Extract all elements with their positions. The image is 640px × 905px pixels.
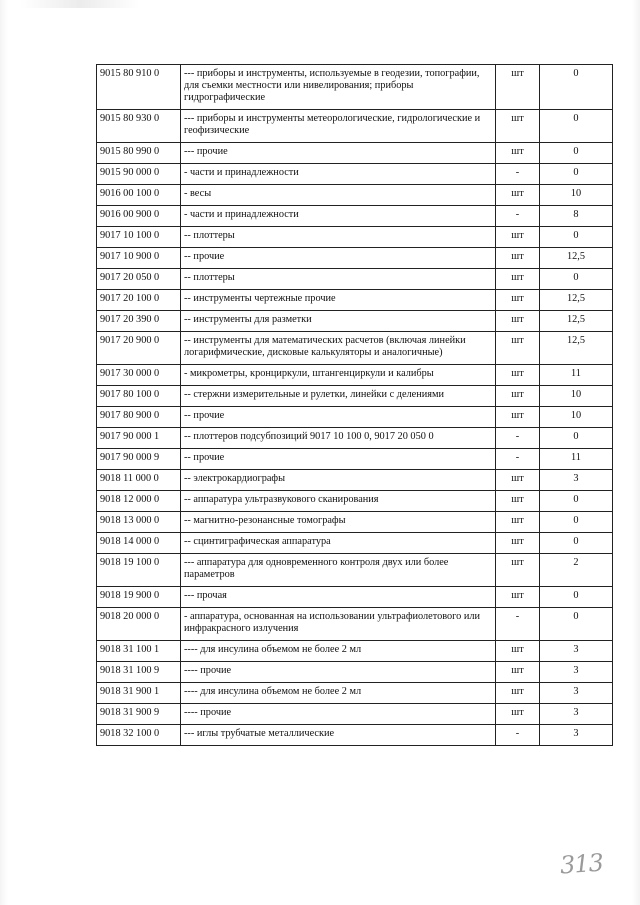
- table-row: [97, 512, 613, 533]
- description-cell: - части и принадлежности: [181, 206, 496, 227]
- table-row: [97, 608, 613, 641]
- rate-cell: 0: [540, 608, 613, 641]
- handwritten-page-number: 313: [559, 848, 604, 880]
- table-row: [97, 449, 613, 470]
- code-cell: 9018 13 000 0: [97, 512, 181, 533]
- table-row: [97, 365, 613, 386]
- unit-cell: шт: [496, 407, 540, 428]
- table-row: [97, 185, 613, 206]
- description-cell: --- прочие: [181, 143, 496, 164]
- description-cell: -- прочие: [181, 248, 496, 269]
- rate-cell: 12,5: [540, 332, 613, 365]
- table-row: [97, 290, 613, 311]
- code-cell: 9017 90 000 1: [97, 428, 181, 449]
- unit-cell: шт: [496, 683, 540, 704]
- unit-cell: шт: [496, 386, 540, 407]
- code-cell: 9015 80 990 0: [97, 143, 181, 164]
- description-cell: ---- прочие: [181, 704, 496, 725]
- code-cell: 9017 10 100 0: [97, 227, 181, 248]
- table-row: [97, 311, 613, 332]
- unit-cell: шт: [496, 587, 540, 608]
- table-row: [97, 554, 613, 587]
- unit-cell: шт: [496, 704, 540, 725]
- code-cell: 9018 12 000 0: [97, 491, 181, 512]
- rate-cell: 0: [540, 512, 613, 533]
- unit-cell: -: [496, 206, 540, 227]
- unit-cell: -: [496, 449, 540, 470]
- unit-cell: шт: [496, 365, 540, 386]
- rate-cell: 11: [540, 449, 613, 470]
- code-cell: 9017 20 900 0: [97, 332, 181, 365]
- table-row: [97, 248, 613, 269]
- rate-cell: 12,5: [540, 311, 613, 332]
- code-cell: 9017 20 390 0: [97, 311, 181, 332]
- unit-cell: шт: [496, 110, 540, 143]
- description-cell: - аппаратура, основанная на использовании ультрафиолетового или инфракрасного излучения: [181, 608, 496, 641]
- table-row: [97, 110, 613, 143]
- code-cell: 9015 90 000 0: [97, 164, 181, 185]
- rate-cell: 3: [540, 704, 613, 725]
- description-cell: -- плоттеры: [181, 269, 496, 290]
- description-cell: --- прочая: [181, 587, 496, 608]
- unit-cell: -: [496, 725, 540, 746]
- table-row: [97, 143, 613, 164]
- table-row: [97, 386, 613, 407]
- rate-cell: 0: [540, 587, 613, 608]
- code-cell: 9018 31 100 1: [97, 641, 181, 662]
- code-cell: 9017 20 100 0: [97, 290, 181, 311]
- table-row: [97, 725, 613, 746]
- unit-cell: шт: [496, 290, 540, 311]
- code-cell: 9015 80 930 0: [97, 110, 181, 143]
- code-cell: 9018 19 100 0: [97, 554, 181, 587]
- rate-cell: 0: [540, 110, 613, 143]
- description-cell: --- аппаратура для одновременного контроля двух или более параметров: [181, 554, 496, 587]
- code-cell: 9017 80 100 0: [97, 386, 181, 407]
- code-cell: 9018 20 000 0: [97, 608, 181, 641]
- rate-cell: 10: [540, 386, 613, 407]
- rate-cell: 12,5: [540, 290, 613, 311]
- rate-cell: 0: [540, 143, 613, 164]
- description-cell: --- приборы и инструменты, используемые в геодезии, топографии, для съемки местности или нивелирования; приборы гидрографические: [181, 65, 496, 110]
- unit-cell: шт: [496, 512, 540, 533]
- unit-cell: шт: [496, 248, 540, 269]
- unit-cell: шт: [496, 470, 540, 491]
- description-cell: -- прочие: [181, 449, 496, 470]
- unit-cell: шт: [496, 662, 540, 683]
- description-cell: --- приборы и инструменты метеорологические, гидрологические и геофизические: [181, 110, 496, 143]
- code-cell: 9018 32 100 0: [97, 725, 181, 746]
- table-row: [97, 491, 613, 512]
- rate-cell: 12,5: [540, 248, 613, 269]
- description-cell: -- инструменты для математических расчетов (включая линейки логарифмические, дисковые калькуляторы и аналогичные): [181, 332, 496, 365]
- unit-cell: -: [496, 608, 540, 641]
- unit-cell: шт: [496, 311, 540, 332]
- unit-cell: шт: [496, 491, 540, 512]
- code-cell: 9016 00 900 0: [97, 206, 181, 227]
- unit-cell: шт: [496, 65, 540, 110]
- description-cell: -- плоттеров подсубпозиций 9017 10 100 0, 9017 20 050 0: [181, 428, 496, 449]
- rate-cell: 0: [540, 65, 613, 110]
- rate-cell: 0: [540, 164, 613, 185]
- unit-cell: шт: [496, 332, 540, 365]
- rate-cell: 10: [540, 185, 613, 206]
- rate-cell: 3: [540, 725, 613, 746]
- table-row: [97, 65, 613, 110]
- rate-cell: 0: [540, 428, 613, 449]
- code-cell: 9017 10 900 0: [97, 248, 181, 269]
- description-cell: ---- для инсулина объемом не более 2 мл: [181, 641, 496, 662]
- code-cell: 9018 31 100 9: [97, 662, 181, 683]
- scan-artifact: [20, 0, 140, 8]
- description-cell: -- прочие: [181, 407, 496, 428]
- unit-cell: шт: [496, 554, 540, 587]
- code-cell: 9017 30 000 0: [97, 365, 181, 386]
- rate-cell: 3: [540, 641, 613, 662]
- description-cell: - весы: [181, 185, 496, 206]
- rate-cell: 0: [540, 269, 613, 290]
- table-row: [97, 164, 613, 185]
- table-row: [97, 704, 613, 725]
- code-cell: 9018 19 900 0: [97, 587, 181, 608]
- table-row: [97, 533, 613, 554]
- tariff-table: [96, 64, 613, 746]
- rate-cell: 3: [540, 662, 613, 683]
- rate-cell: 0: [540, 533, 613, 554]
- description-cell: -- плоттеры: [181, 227, 496, 248]
- rate-cell: 11: [540, 365, 613, 386]
- description-cell: -- электрокардиографы: [181, 470, 496, 491]
- rate-cell: 0: [540, 227, 613, 248]
- table-row: [97, 407, 613, 428]
- unit-cell: шт: [496, 641, 540, 662]
- description-cell: ---- для инсулина объемом не более 2 мл: [181, 683, 496, 704]
- description-cell: - микрометры, кронциркули, штангенциркули и калибры: [181, 365, 496, 386]
- code-cell: 9016 00 100 0: [97, 185, 181, 206]
- code-cell: 9018 31 900 9: [97, 704, 181, 725]
- unit-cell: шт: [496, 143, 540, 164]
- description-cell: -- аппаратура ультразвукового сканирования: [181, 491, 496, 512]
- description-cell: - части и принадлежности: [181, 164, 496, 185]
- code-cell: 9018 14 000 0: [97, 533, 181, 554]
- unit-cell: шт: [496, 185, 540, 206]
- description-cell: --- иглы трубчатые металлические: [181, 725, 496, 746]
- unit-cell: шт: [496, 269, 540, 290]
- table-row: [97, 683, 613, 704]
- rate-cell: 0: [540, 491, 613, 512]
- code-cell: 9015 80 910 0: [97, 65, 181, 110]
- unit-cell: шт: [496, 533, 540, 554]
- table-row: [97, 641, 613, 662]
- description-cell: -- магнитно-резонансные томографы: [181, 512, 496, 533]
- code-cell: 9018 11 000 0: [97, 470, 181, 491]
- code-cell: 9017 90 000 9: [97, 449, 181, 470]
- table-row: [97, 428, 613, 449]
- unit-cell: шт: [496, 227, 540, 248]
- code-cell: 9017 20 050 0: [97, 269, 181, 290]
- rate-cell: 3: [540, 683, 613, 704]
- table-row: [97, 269, 613, 290]
- description-cell: -- сцинтиграфическая аппаратура: [181, 533, 496, 554]
- table-row: [97, 206, 613, 227]
- tariff-table-body: [97, 65, 613, 746]
- table-row: [97, 587, 613, 608]
- description-cell: -- стержни измерительные и рулетки, линейки с делениями: [181, 386, 496, 407]
- unit-cell: -: [496, 428, 540, 449]
- table-row: [97, 332, 613, 365]
- rate-cell: 10: [540, 407, 613, 428]
- table-row: [97, 662, 613, 683]
- table-row: [97, 227, 613, 248]
- description-cell: ---- прочие: [181, 662, 496, 683]
- rate-cell: 3: [540, 470, 613, 491]
- code-cell: 9018 31 900 1: [97, 683, 181, 704]
- table-row: [97, 470, 613, 491]
- rate-cell: 8: [540, 206, 613, 227]
- code-cell: 9017 80 900 0: [97, 407, 181, 428]
- rate-cell: 2: [540, 554, 613, 587]
- description-cell: -- инструменты для разметки: [181, 311, 496, 332]
- unit-cell: -: [496, 164, 540, 185]
- description-cell: -- инструменты чертежные прочие: [181, 290, 496, 311]
